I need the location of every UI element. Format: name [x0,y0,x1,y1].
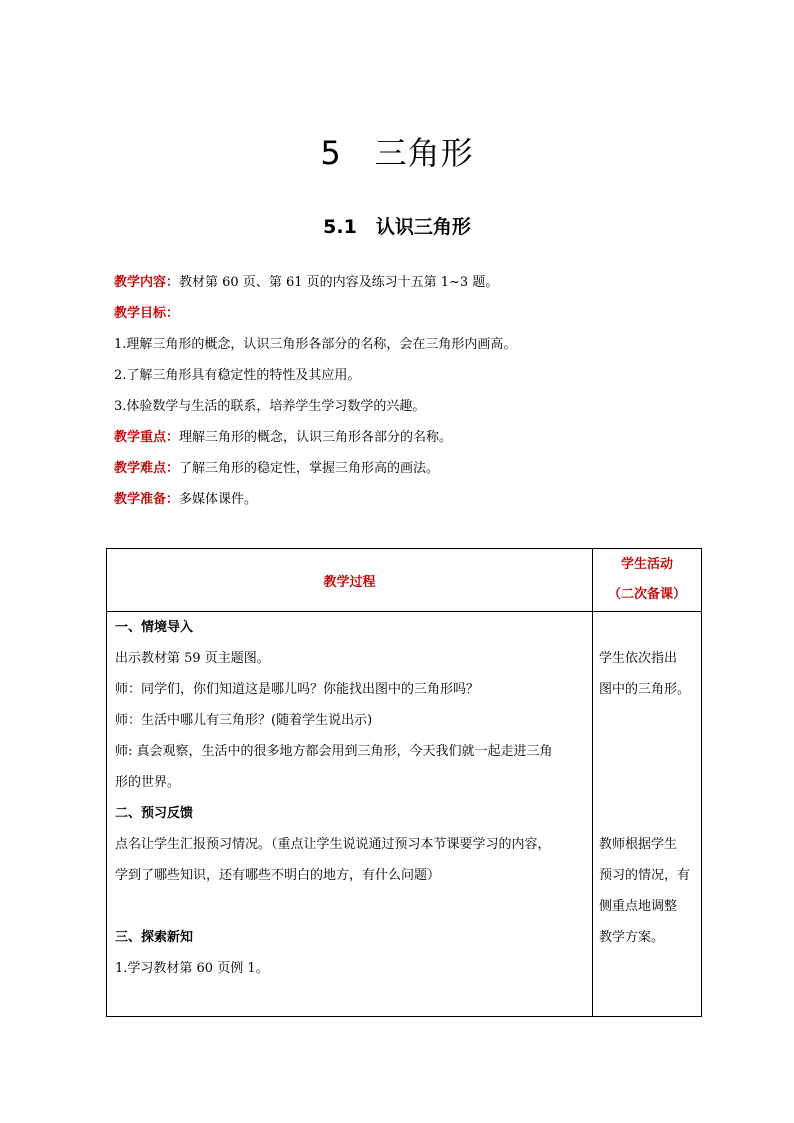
process-line: 师：生活中哪儿有三角形？(随着学生说出示) [115,713,373,728]
teaching-content-label: 教学内容： [114,275,180,290]
teaching-difficulty-label: 教学难点： [114,461,180,476]
objective-item: 3.体验数学与生活的联系，培养学生学习数学的兴趣。 [114,399,426,414]
student-activity-note [599,643,699,705]
teaching-content [114,273,714,293]
teaching-difficulty-text: 了解三角形的稳定性，掌握三角形高的画法。 [179,461,440,476]
teaching-content-text: 教材第 60 页、第 61 页的内容及练习十五第 1~3 题。 [179,275,499,290]
section-title: 5.1 认识三角形 [323,216,471,238]
student-activity-note [599,829,699,953]
chapter-title: 5 三角形 [320,134,474,172]
second-lesson-prep-label: （二次备课） [607,587,686,602]
column-divider [592,549,593,1016]
section-heading: 三、探索新知 [115,930,194,945]
teaching-key-point-text: 理解三角形的概念，认识三角形各部分的名称。 [179,430,453,445]
note-line: 教师根据学生 [599,837,678,852]
lesson-process-table [106,548,702,1017]
note-line: 教学方案。 [599,930,665,945]
note-line: 图中的三角形。 [599,682,691,697]
process-line: 师：同学们，你们知道这是哪儿吗？你能找出图中的三角形吗？ [115,682,480,697]
process-line: 形的世界。 [115,775,181,790]
teaching-key-point-label: 教学重点： [114,430,180,445]
process-line: 学到了哪些知识，还有哪些不明白的地方，有什么问题） [115,868,441,883]
teaching-preparation-label: 教学准备： [114,492,180,507]
teaching-preparation [114,490,714,510]
table-header-student-activity [593,549,701,611]
teaching-preparation-text: 多媒体课件。 [179,492,258,507]
objective-item: 1.理解三角形的概念，认识三角形各部分的名称，会在三角形内画高。 [114,337,517,352]
student-activity-label: 学生活动 [620,557,673,572]
note-line: 学生依次指出 [599,651,678,666]
teaching-objectives-heading [114,304,714,324]
process-line: 出示教材第 59 页主题图。 [115,651,270,666]
section-heading: 二、预习反馈 [115,806,194,821]
process-line: 点名让学生汇报预习情况。（重点让学生说说通过预习本节课要学习的内容， [115,837,551,852]
process-content [115,612,587,984]
objective-item: 2.了解三角形具有稳定性的特性及其应用。 [114,368,361,383]
process-line: 1.学习教材第 60 页例 1。 [115,961,269,976]
teaching-objectives-label: 教学目标： [114,306,180,321]
table-header-process: 教学过程 [323,574,376,590]
note-line: 预习的情况，有 [599,868,691,883]
process-line [115,891,587,922]
process-line: 师: 真会观察，生活中的很多地方都会用到三角形，今天我们就一起走进三角 [115,744,553,759]
teaching-key-point [114,428,714,448]
section-heading: 一、情境导入 [115,620,194,635]
teaching-difficulty [114,459,714,479]
note-line: 侧重点地调整 [599,899,678,914]
